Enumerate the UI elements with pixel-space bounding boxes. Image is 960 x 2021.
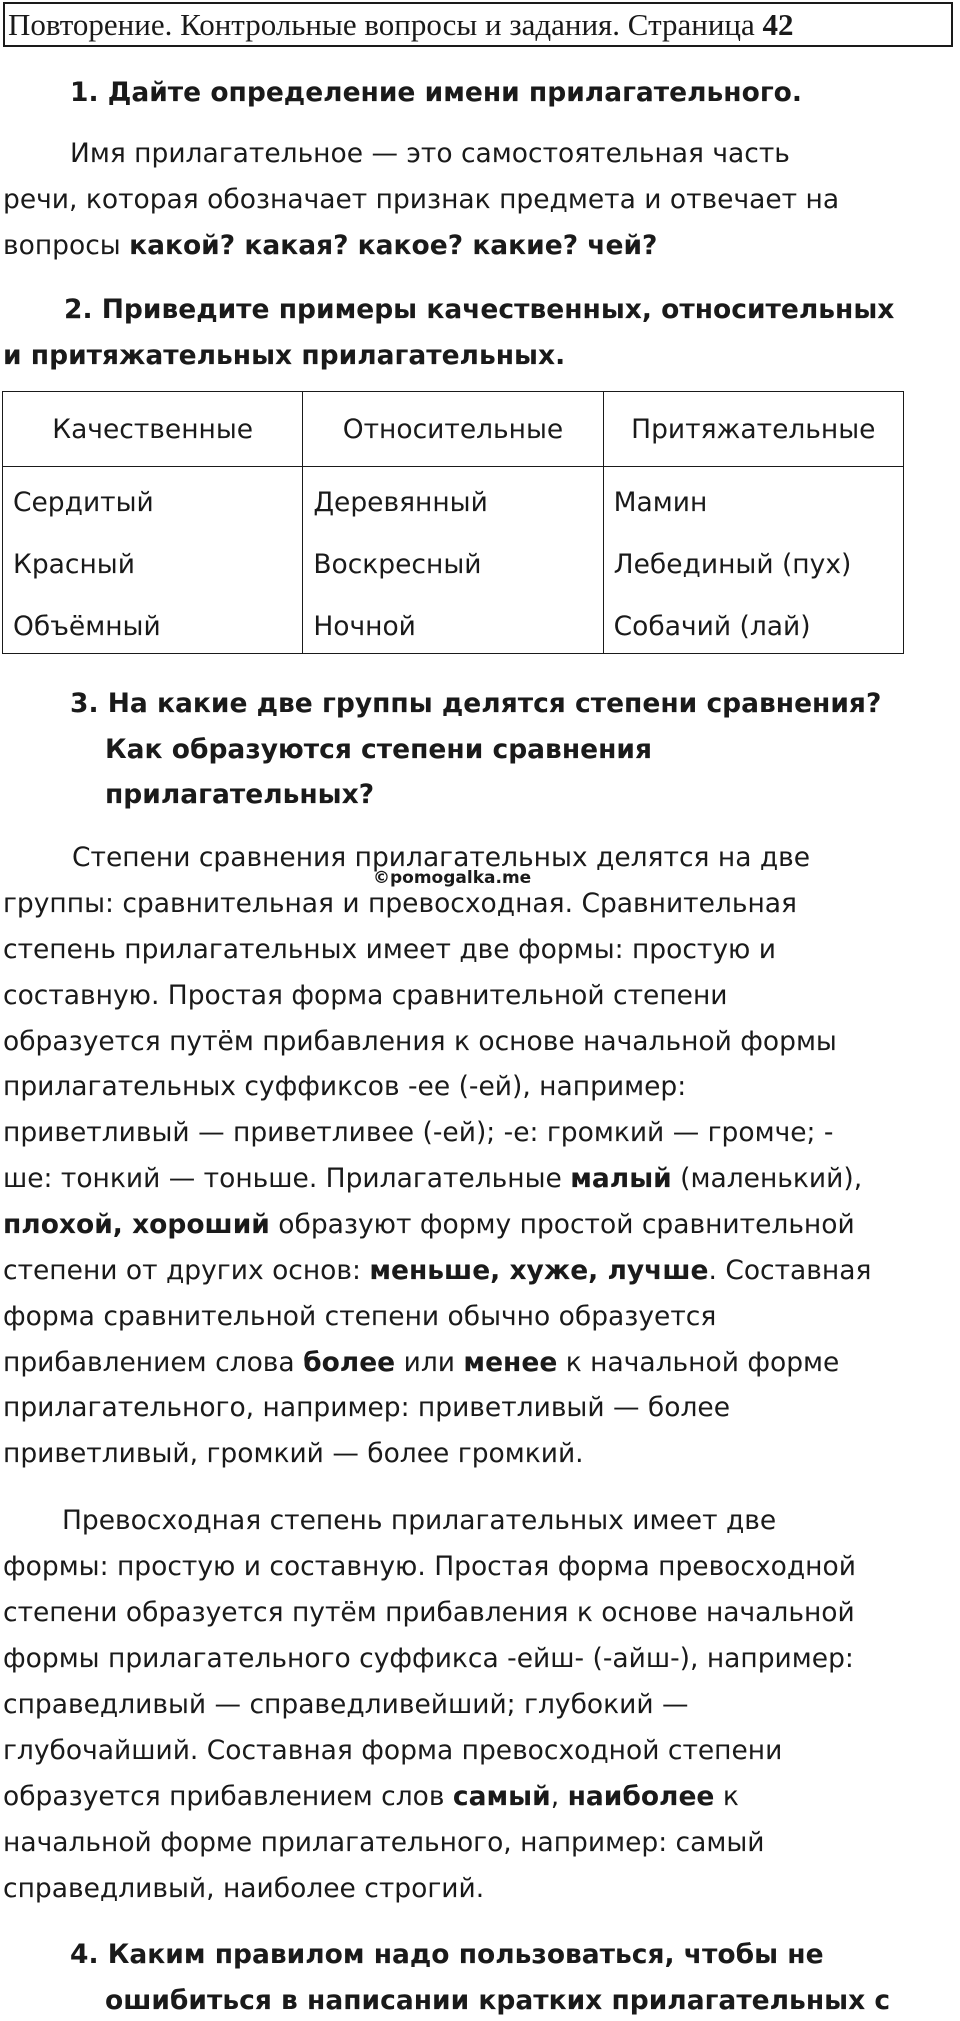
question-3-line: Как образуются степени сравнения bbox=[105, 734, 652, 765]
paragraph-bold: менее bbox=[463, 1347, 558, 1378]
table-item: Сердитый bbox=[13, 487, 154, 518]
answer-1-text: вопросы bbox=[3, 230, 130, 261]
question-2-line: 2. Приведите примеры качественных, относительных bbox=[64, 294, 895, 325]
paragraph-line: формы прилагательного суффикса -ейш- (-айш-), например: bbox=[3, 1643, 854, 1674]
paragraph-line: справедливый, наиболее строгий. bbox=[3, 1873, 485, 1904]
question-3-line: 3. На какие две группы делятся степени сравнения? bbox=[70, 688, 882, 719]
paragraph-line bbox=[3, 1255, 871, 1287]
paragraph-text: образуется прибавлением слов bbox=[3, 1781, 453, 1812]
page-number: 42 bbox=[762, 7, 794, 42]
table-cell-possessive bbox=[603, 467, 903, 654]
page-header bbox=[3, 2, 953, 47]
watermark: ©pomogalka.me bbox=[373, 868, 532, 888]
paragraph-line: формы: простую и составную. Простая форма превосходной bbox=[3, 1551, 856, 1582]
paragraph-line: приветливый — приветливее (-ей); -е: громкий — громче; - bbox=[3, 1117, 834, 1148]
paragraph-line: Степени сравнения прилагательных делятся на две bbox=[72, 842, 811, 873]
header-title: Повторение. Контрольные вопросы и задания. Страница bbox=[8, 7, 763, 42]
paragraph-line: Превосходная степень прилагательных имеет две bbox=[62, 1505, 777, 1536]
paragraph-text: степени от других основ: bbox=[3, 1255, 370, 1286]
paragraph-text: к bbox=[714, 1781, 739, 1812]
paragraph-line: справедливый — справедливейший; глубокий — bbox=[3, 1689, 689, 1720]
paragraph-line: начальной форме прилагательного, например: самый bbox=[3, 1827, 765, 1858]
question-3-line: прилагательных? bbox=[105, 779, 375, 810]
paragraph-line: приветливый, громкий — более громкий. bbox=[3, 1438, 584, 1469]
paragraph-line: степень прилагательных имеет две формы: простую и bbox=[3, 934, 776, 965]
paragraph-line: группы: сравнительная и превосходная. Сравнительная bbox=[3, 888, 797, 919]
question-2-line: и притяжательных прилагательных. bbox=[3, 340, 566, 371]
table-item: Деревянный bbox=[313, 487, 488, 518]
table-cell-qualitative bbox=[3, 467, 303, 654]
adjectives-table bbox=[2, 391, 904, 654]
table-row bbox=[3, 467, 904, 654]
paragraph-line: форма сравнительной степени обычно образуется bbox=[3, 1301, 717, 1332]
table-item: Воскресный bbox=[313, 549, 482, 580]
paragraph-bold: наиболее bbox=[567, 1781, 715, 1812]
table-item: Красный bbox=[13, 549, 135, 580]
paragraph-line: составную. Простая форма сравнительной степени bbox=[3, 980, 728, 1011]
answer-1-questions: какой? какая? какое? какие? чей? bbox=[129, 230, 658, 261]
paragraph-text: образуют форму простой сравнительной bbox=[269, 1209, 855, 1240]
paragraph-line bbox=[3, 1163, 862, 1195]
paragraph-text: . Составная bbox=[708, 1255, 872, 1286]
question-4-line: ошибиться в написании кратких прилагательных с bbox=[105, 1985, 891, 2016]
column-header-possessive: Притяжательные bbox=[603, 392, 903, 467]
paragraph-text: прибавлением слова bbox=[3, 1347, 304, 1378]
question-4-line: 4. Каким правилом надо пользоваться, чтобы не bbox=[70, 1939, 824, 1970]
paragraph-line bbox=[3, 1781, 739, 1813]
paragraph-line: глубочайший. Составная форма превосходной степени bbox=[3, 1735, 783, 1766]
table-cell-relative bbox=[303, 467, 603, 654]
table-item: Мамин bbox=[613, 487, 708, 518]
paragraph-line: прилагательных суффиксов -ее (-ей), например: bbox=[3, 1071, 687, 1102]
table-item: Лебединый (пух) bbox=[613, 549, 852, 580]
paragraph-line bbox=[3, 1347, 839, 1379]
column-header-qualitative: Качественные bbox=[3, 392, 303, 467]
table-header-row bbox=[3, 392, 904, 467]
answer-1-line: Имя прилагательное — это самостоятельная часть bbox=[70, 138, 790, 169]
question-1: 1. Дайте определение имени прилагательного. bbox=[70, 77, 802, 108]
paragraph-bold: самый bbox=[452, 1781, 551, 1812]
table-item: Ночной bbox=[313, 611, 416, 642]
answer-1-line bbox=[3, 230, 657, 262]
paragraph-text: или bbox=[395, 1347, 464, 1378]
paragraph-text: ше: тонкий — тоньше. Прилагательные bbox=[3, 1163, 571, 1194]
paragraph-bold: меньше, хуже, лучше bbox=[369, 1255, 709, 1286]
paragraph-text: (маленький), bbox=[671, 1163, 863, 1194]
table-item: Собачий (лай) bbox=[613, 611, 811, 642]
paragraph-bold: плохой, хороший bbox=[3, 1209, 270, 1240]
paragraph-line: степени образуется путём прибавления к основе начальной bbox=[3, 1597, 855, 1628]
paragraph-text: , bbox=[550, 1781, 568, 1812]
column-header-relative: Относительные bbox=[303, 392, 603, 467]
paragraph-bold: более bbox=[303, 1347, 396, 1378]
paragraph-text: к начальной форме bbox=[557, 1347, 840, 1378]
paragraph-line: прилагательного, например: приветливый — более bbox=[3, 1392, 731, 1423]
paragraph-line bbox=[3, 1209, 855, 1241]
paragraph-line: образуется путём прибавления к основе начальной формы bbox=[3, 1026, 837, 1057]
table-item: Объёмный bbox=[13, 611, 161, 642]
answer-1-line: речи, которая обозначает признак предмета и отвечает на bbox=[3, 184, 840, 215]
paragraph-bold: малый bbox=[570, 1163, 672, 1194]
